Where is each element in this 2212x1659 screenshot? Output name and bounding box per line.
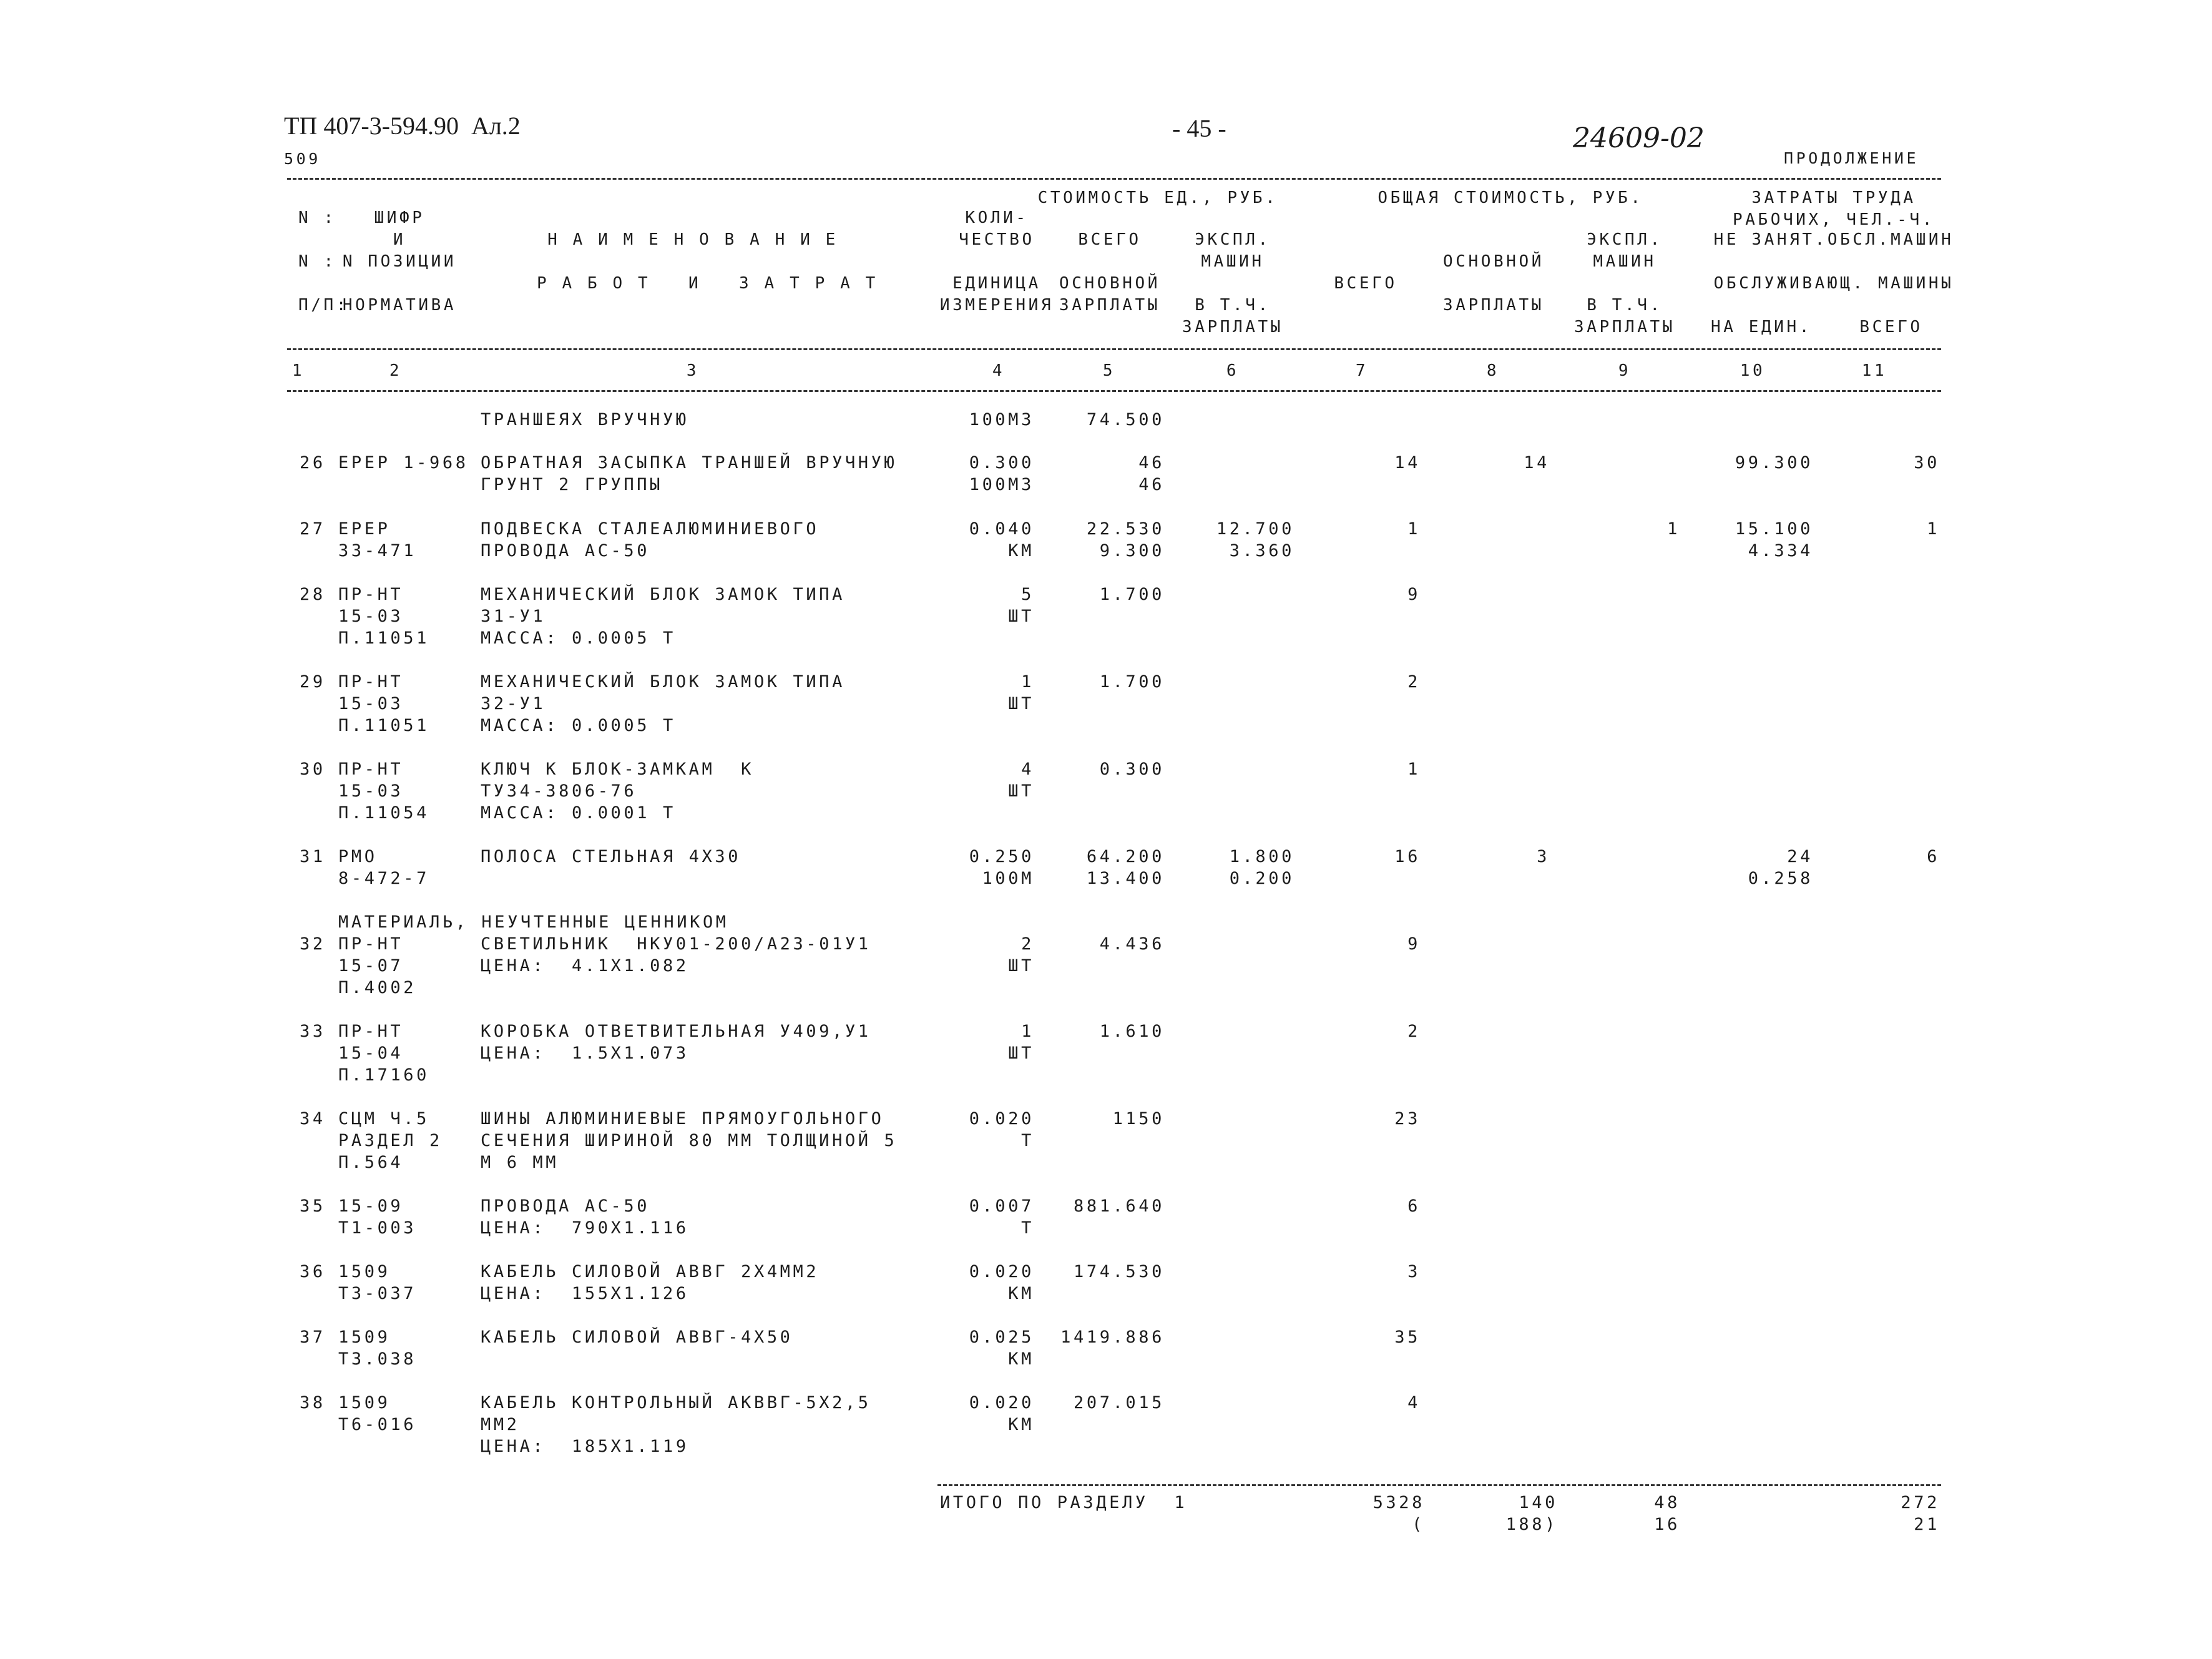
row-name: МЕХАНИЧЕСКИЙ БЛОК ЗАМОК ТИПА bbox=[481, 672, 845, 692]
header-labor-sub: ОБСЛУЖИВАЮЩ. МАШИНЫ bbox=[1713, 274, 1954, 293]
row-name: ШИНЫ АЛЮМИНИЕВЫЕ ПРЯМОУГОЛЬНОГО bbox=[481, 1109, 884, 1128]
row-code: Т1-003 bbox=[338, 1218, 417, 1238]
row-code: Т3.038 bbox=[338, 1349, 417, 1369]
row-number: 28 bbox=[300, 585, 326, 604]
page-number: - 45 - bbox=[1172, 114, 1226, 142]
row-code: 1509 bbox=[338, 1328, 391, 1347]
row-number: 27 bbox=[300, 519, 326, 539]
row-code: 15-04 bbox=[338, 1044, 404, 1063]
row-code: СЦМ Ч.5 bbox=[338, 1109, 429, 1128]
column-number: 8 bbox=[1486, 361, 1500, 380]
header-col11: ВСЕГО bbox=[1859, 318, 1923, 336]
total-machines: 48 bbox=[1654, 1493, 1680, 1512]
column-number: 7 bbox=[1355, 361, 1369, 380]
header-col1: N : bbox=[298, 208, 336, 227]
row-name: КАБЕЛЬ СИЛОВОЙ АВВГ 2Х4ММ2 bbox=[481, 1262, 820, 1281]
column-number: 6 bbox=[1226, 361, 1240, 380]
row-name: 32-У1 bbox=[481, 694, 546, 713]
row-number: 30 bbox=[300, 760, 326, 779]
row-name: ЦЕНА: 4.1Х1.082 bbox=[481, 956, 689, 976]
row-qty-unit: 1 bbox=[1021, 672, 1034, 692]
header-col6: МАШИН bbox=[1201, 252, 1265, 271]
row-name: МАССА: 0.0005 Т bbox=[481, 629, 676, 648]
row-qty-unit: 0.020 bbox=[969, 1262, 1034, 1281]
row-qty-unit: ШТ bbox=[1008, 607, 1034, 626]
header-col4: КОЛИ- bbox=[965, 208, 1029, 227]
row-qty-unit: 0.250 bbox=[969, 847, 1034, 866]
header-col10: НА ЕДИН. bbox=[1710, 318, 1813, 336]
row-unit-total: 1.700 bbox=[1099, 672, 1165, 692]
row-unit-total: 1.610 bbox=[1099, 1022, 1165, 1041]
row-total-wages: 3 bbox=[1537, 847, 1550, 866]
header-col4: ЕДИНИЦА bbox=[952, 274, 1041, 293]
header-col9: МАШИН bbox=[1593, 252, 1657, 271]
header-col1: N : bbox=[298, 252, 336, 271]
row-labor-unit: 99.300 bbox=[1735, 453, 1813, 472]
row-total-cost: 4 bbox=[1407, 1393, 1421, 1412]
row-qty-unit: 4 bbox=[1021, 760, 1034, 779]
header-col2: N ПОЗИЦИИ bbox=[342, 252, 457, 271]
row-qty-unit: КМ bbox=[1008, 1284, 1034, 1303]
row-total-cost: 3 bbox=[1407, 1262, 1421, 1281]
row-unit-total: 0.300 bbox=[1099, 760, 1165, 779]
row-code: Т3-037 bbox=[338, 1284, 417, 1303]
row-total-cost: 16 bbox=[1394, 847, 1421, 866]
header-col9: ЗАРПЛАТЫ bbox=[1573, 318, 1676, 336]
row-name: ТРАНШЕЯХ ВРУЧНУЮ bbox=[481, 410, 689, 429]
row-unit-total: 13.400 bbox=[1086, 869, 1165, 888]
row-qty-unit: 0.040 bbox=[969, 519, 1034, 539]
row-qty-unit: ШТ bbox=[1008, 1044, 1034, 1063]
header-col3: Н А И М Е Н О В А Н И Е bbox=[547, 230, 838, 249]
total-cost: 5328 bbox=[1373, 1493, 1425, 1512]
row-name: ЦЕНА: 185Х1.119 bbox=[481, 1437, 689, 1456]
row-qty-unit: 0.007 bbox=[969, 1197, 1034, 1216]
row-name: СЕЧЕНИЯ ШИРИНОЙ 80 ММ ТОЛЩИНОЙ 5 bbox=[481, 1131, 898, 1150]
column-number: 5 bbox=[1102, 361, 1116, 380]
row-qty-unit: Т bbox=[1021, 1218, 1034, 1238]
row-qty-unit: 0.020 bbox=[969, 1109, 1034, 1128]
row-unit-total: 207.015 bbox=[1074, 1393, 1165, 1412]
header-col5: ЗАРПЛАТЫ bbox=[1059, 296, 1161, 315]
continuation-label: ПРОДОЛЖЕНИЕ bbox=[1784, 149, 1919, 167]
header-labor: РАБОЧИХ, ЧЕЛ.-Ч. bbox=[1732, 210, 1936, 229]
row-code: ЕРЕР bbox=[338, 519, 391, 539]
row-code: ПР-НТ bbox=[338, 934, 404, 954]
header-col1: П/П: bbox=[298, 296, 350, 315]
header-col2: ШИФР bbox=[374, 208, 425, 227]
row-name: ТУ34-3806-76 bbox=[481, 781, 637, 801]
row-name: ГРУНТ 2 ГРУППЫ bbox=[481, 475, 663, 494]
total-labor: 21 bbox=[1914, 1515, 1940, 1534]
row-number: 37 bbox=[300, 1328, 326, 1347]
row-unit-machines: 3.360 bbox=[1229, 541, 1294, 560]
row-name: КАБЕЛЬ СИЛОВОЙ АВВГ-4Х50 bbox=[481, 1328, 793, 1347]
total-wages: 188) bbox=[1505, 1515, 1558, 1534]
column-number: 1 bbox=[291, 361, 305, 380]
header-total-cost: ОБЩАЯ СТОИМОСТЬ, РУБ. bbox=[1378, 188, 1643, 207]
row-labor-unit: 0.258 bbox=[1748, 869, 1813, 888]
row-name: М 6 ММ bbox=[481, 1153, 559, 1172]
row-name: ПОЛОСА СТЕЛЬНАЯ 4Х30 bbox=[481, 847, 741, 866]
row-unit-total: 4.436 bbox=[1099, 934, 1165, 954]
row-name: ЦЕНА: 1.5Х1.073 bbox=[481, 1044, 689, 1063]
document-code: ТП 407-3-594.90 Ал.2 bbox=[284, 112, 521, 140]
row-qty-unit: ШТ bbox=[1008, 694, 1034, 713]
row-unit-total: 1.700 bbox=[1099, 585, 1165, 604]
sheet-code: 509 bbox=[284, 150, 321, 168]
row-code: 15-03 bbox=[338, 694, 404, 713]
row-number: 26 bbox=[300, 453, 326, 472]
header-col6: ЭКСПЛ. bbox=[1195, 230, 1271, 249]
row-labor-total: 1 bbox=[1927, 519, 1940, 539]
row-total-cost: 9 bbox=[1407, 934, 1421, 954]
header-col5: ОСНОВНОЙ bbox=[1059, 274, 1161, 293]
row-unit-total: 1150 bbox=[1112, 1109, 1165, 1128]
row-name: ОБРАТНАЯ ЗАСЫПКА ТРАНШЕЙ ВРУЧНУЮ bbox=[481, 453, 898, 472]
row-name: МЕХАНИЧЕСКИЙ БЛОК ЗАМОК ТИПА bbox=[481, 585, 845, 604]
column-number: 11 bbox=[1861, 361, 1887, 380]
row-qty-unit: КМ bbox=[1008, 541, 1034, 560]
row-number: 32 bbox=[300, 934, 326, 954]
row-code: П.11051 bbox=[338, 629, 429, 648]
header-col7: ВСЕГО bbox=[1334, 274, 1397, 293]
row-total-cost: 2 bbox=[1407, 1022, 1421, 1041]
total-machines: 16 bbox=[1654, 1515, 1680, 1534]
row-total-cost: 9 bbox=[1407, 585, 1421, 604]
header-col6: ЗАРПЛАТЫ bbox=[1182, 318, 1284, 336]
row-code: РАЗДЕЛ 2 bbox=[338, 1131, 443, 1150]
row-labor-total: 30 bbox=[1914, 453, 1940, 472]
row-name: МАССА: 0.0005 Т bbox=[481, 716, 676, 735]
header-col3: Р А Б О Т И З А Т Р А Т bbox=[537, 274, 878, 293]
row-total-machines: 1 bbox=[1667, 519, 1680, 539]
row-number: 38 bbox=[300, 1393, 326, 1412]
header-col9: В Т.Ч. bbox=[1587, 296, 1663, 315]
header-col8: ОСНОВНОЙ bbox=[1442, 252, 1545, 271]
row-code: П.11054 bbox=[338, 803, 429, 823]
row-unit-machines: 12.700 bbox=[1216, 519, 1294, 539]
row-code: П.564 bbox=[338, 1153, 404, 1172]
section-heading: МАТЕРИАЛЬ, НЕУЧТЕННЫЕ ЦЕННИКОМ bbox=[338, 913, 729, 932]
row-labor-total: 6 bbox=[1927, 847, 1940, 866]
row-total-cost: 14 bbox=[1394, 453, 1421, 472]
total-labor: 272 bbox=[1901, 1493, 1940, 1512]
row-code: Т6-016 bbox=[338, 1415, 417, 1434]
row-qty-unit: 100М bbox=[982, 869, 1034, 888]
row-name: ПРОВОДА АС-50 bbox=[481, 541, 650, 560]
header-unit-cost: СТОИМОСТЬ ЕД., РУБ. bbox=[1037, 188, 1278, 207]
row-name: ЦЕНА: 790Х1.116 bbox=[481, 1218, 689, 1238]
row-number: 31 bbox=[300, 847, 326, 866]
header-col4: ЧЕСТВО bbox=[959, 230, 1035, 249]
row-code: 15-03 bbox=[338, 607, 404, 626]
row-code: ПР-НТ bbox=[338, 760, 404, 779]
column-number: 4 bbox=[992, 361, 1006, 380]
row-qty-unit: 0.300 bbox=[969, 453, 1034, 472]
row-qty-unit: 1 bbox=[1021, 1022, 1034, 1041]
column-number: 2 bbox=[389, 361, 403, 380]
row-code: ПР-НТ bbox=[338, 672, 404, 692]
row-unit-total: 22.530 bbox=[1086, 519, 1165, 539]
row-code: 15-07 bbox=[338, 956, 404, 976]
header-col5: ВСЕГО bbox=[1078, 230, 1142, 249]
total-cost: ( bbox=[1412, 1515, 1425, 1534]
header-col2: НОРМАТИВА bbox=[342, 296, 457, 315]
row-number: 29 bbox=[300, 672, 326, 692]
row-code: ПР-НТ bbox=[338, 1022, 404, 1041]
row-name: КОРОБКА ОТВЕТВИТЕЛЬНАЯ У409,У1 bbox=[481, 1022, 871, 1041]
row-name: КЛЮЧ К БЛОК-ЗАМКАМ К bbox=[481, 760, 754, 779]
header-labor-sub: НЕ ЗАНЯТ.ОБСЛ.МАШИН bbox=[1713, 230, 1954, 249]
row-name: 31-У1 bbox=[481, 607, 546, 626]
row-unit-total: 174.530 bbox=[1074, 1262, 1165, 1281]
row-unit-total: 74.500 bbox=[1086, 410, 1165, 429]
header-col9: ЭКСПЛ. bbox=[1587, 230, 1663, 249]
row-qty-unit: КМ bbox=[1008, 1415, 1034, 1434]
row-code: 15-03 bbox=[338, 781, 404, 801]
row-qty-unit: 0.025 bbox=[969, 1328, 1034, 1347]
row-code: 33-471 bbox=[338, 541, 417, 560]
row-number: 34 bbox=[300, 1109, 326, 1128]
column-number: 3 bbox=[686, 361, 700, 380]
row-code: 1509 bbox=[338, 1262, 391, 1281]
row-number: 36 bbox=[300, 1262, 326, 1281]
row-qty-unit: ШТ bbox=[1008, 956, 1034, 976]
row-code: РМО bbox=[338, 847, 378, 866]
row-unit-total: 9.300 bbox=[1099, 541, 1165, 560]
handwritten-code: 24609-02 bbox=[1573, 122, 1705, 154]
row-qty-unit: 5 bbox=[1021, 585, 1034, 604]
row-unit-total: 46 bbox=[1138, 453, 1165, 472]
row-qty-unit: Т bbox=[1021, 1131, 1034, 1150]
row-qty-unit: КМ bbox=[1008, 1349, 1034, 1369]
row-total-cost: 35 bbox=[1394, 1328, 1421, 1347]
row-name: СВЕТИЛЬНИК НКУ01-200/А23-01У1 bbox=[481, 934, 871, 954]
column-number: 9 bbox=[1618, 361, 1632, 380]
row-unit-total: 1419.886 bbox=[1060, 1328, 1165, 1347]
row-name: ПОДВЕСКА СТАЛЕАЛЮМИНИЕВОГО bbox=[481, 519, 820, 539]
row-qty-unit: ШТ bbox=[1008, 781, 1034, 801]
row-qty-unit: 2 bbox=[1021, 934, 1034, 954]
row-qty-unit: 0.020 bbox=[969, 1393, 1034, 1412]
column-number: 10 bbox=[1740, 361, 1766, 380]
row-labor-unit: 24 bbox=[1787, 847, 1813, 866]
row-total-cost: 1 bbox=[1407, 519, 1421, 539]
row-code: 15-09 bbox=[338, 1197, 404, 1216]
row-code: ПР-НТ bbox=[338, 585, 404, 604]
row-number: 33 bbox=[300, 1022, 326, 1041]
row-code: П.4002 bbox=[338, 978, 417, 997]
row-unit-machines: 0.200 bbox=[1229, 869, 1294, 888]
row-name: ПРОВОДА АС-50 bbox=[481, 1197, 650, 1216]
row-qty-unit: 100М3 bbox=[969, 475, 1034, 494]
header-col4: ИЗМЕРЕНИЯ bbox=[939, 296, 1054, 315]
row-total-wages: 14 bbox=[1524, 453, 1550, 472]
row-code: ЕРЕР 1-968 bbox=[338, 453, 469, 472]
header-col2: И bbox=[393, 230, 406, 249]
row-code: 8-472-7 bbox=[338, 869, 429, 888]
row-unit-total: 64.200 bbox=[1086, 847, 1165, 866]
row-labor-unit: 15.100 bbox=[1735, 519, 1813, 539]
header-col8: ЗАРПЛАТЫ bbox=[1442, 296, 1545, 315]
row-unit-machines: 1.800 bbox=[1229, 847, 1294, 866]
row-name: ММ2 bbox=[481, 1415, 520, 1434]
total-wages: 140 bbox=[1519, 1493, 1558, 1512]
row-labor-unit: 4.334 bbox=[1748, 541, 1813, 560]
row-code: П.17160 bbox=[338, 1065, 429, 1085]
row-total-cost: 6 bbox=[1407, 1197, 1421, 1216]
header-col6: В Т.Ч. bbox=[1195, 296, 1271, 315]
row-total-cost: 2 bbox=[1407, 672, 1421, 692]
row-qty-unit: 100М3 bbox=[969, 410, 1034, 429]
row-name: МАССА: 0.0001 Т bbox=[481, 803, 676, 823]
row-code: П.11051 bbox=[338, 716, 429, 735]
row-unit-total: 46 bbox=[1138, 475, 1165, 494]
row-total-cost: 1 bbox=[1407, 760, 1421, 779]
row-code: 1509 bbox=[338, 1393, 391, 1412]
row-name: ЦЕНА: 155Х1.126 bbox=[481, 1284, 689, 1303]
total-label: ИТОГО ПО РАЗДЕЛУ 1 bbox=[940, 1493, 1188, 1512]
row-name: КАБЕЛЬ КОНТРОЛЬНЫЙ АКВВГ-5Х2,5 bbox=[481, 1393, 871, 1412]
row-total-cost: 23 bbox=[1394, 1109, 1421, 1128]
header-labor: ЗАТРАТЫ ТРУДА bbox=[1751, 188, 1916, 207]
row-unit-total: 881.640 bbox=[1074, 1197, 1165, 1216]
row-number: 35 bbox=[300, 1197, 326, 1216]
